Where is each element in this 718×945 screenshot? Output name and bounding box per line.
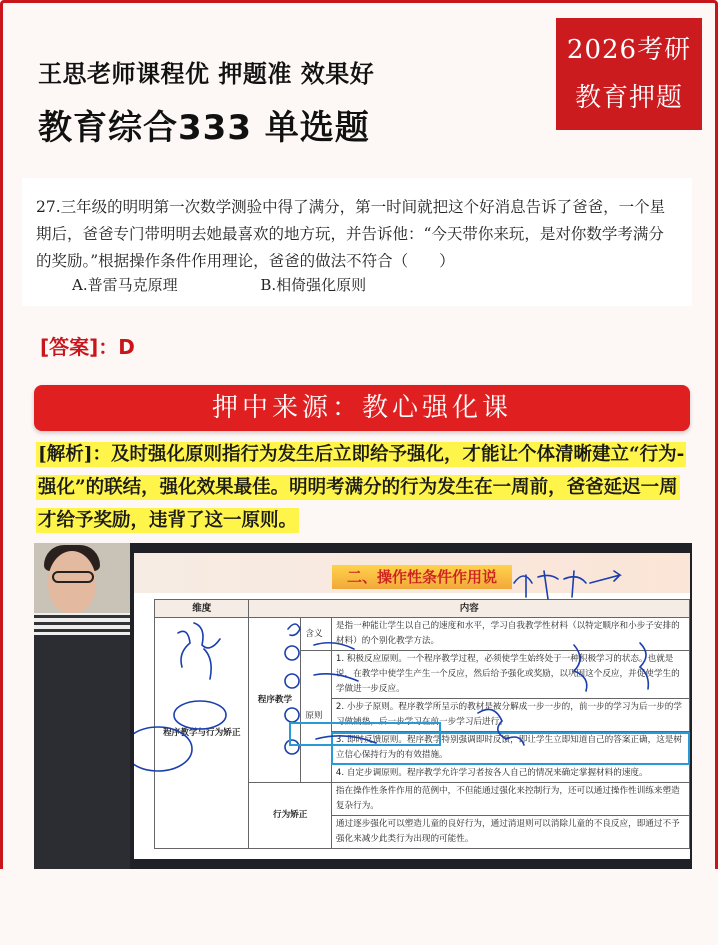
options <box>72 272 444 299</box>
answer-label: [答案]：D <box>40 335 135 359</box>
behavior-text-2: 通过逐步强化可以塑造儿童的良好行为，通过消退则可以消除儿童的不良反应，即通过不予强化来减少此类行为出现的可能性。 <box>331 816 689 849</box>
stamp-line-1: 2026考研 <box>566 35 692 65</box>
stamp-line-2: 教育押题 <box>574 83 683 113</box>
question-card <box>22 178 692 306</box>
option-b: B.相倚强化原则 <box>260 276 367 294</box>
sub-program: 程序教学 <box>249 618 301 783</box>
col-dimension: 维度 <box>155 600 249 618</box>
behavior-text-1: 指在操作性条件作用的范例中，不但能通过强化来控制行为，还可以通过操作性训练来塑造复杂行为。 <box>331 783 689 816</box>
explanation <box>36 438 686 537</box>
principle-4: 4. 自定步调原则。程序教学允许学习者按各人自己的情况来确定掌握材料的速度。 <box>331 765 689 783</box>
row-group: 程序教学与行为矫正 <box>155 618 249 849</box>
bottom-margin <box>0 869 718 945</box>
principle-label: 原则 <box>301 651 332 783</box>
col-content: 内容 <box>249 600 690 618</box>
sub-behavior: 行为矫正 <box>249 783 331 849</box>
explanation-text: [解析]：及时强化原则指行为发生后立即给予强化，才能让个体清晰建立“行为-强化”的联结，强化效果最佳。明明考满分的行为发生在一周前，爸爸延迟一周才给予奖励，违背了这一原则。 <box>38 444 685 531</box>
lecture-slide <box>134 553 690 859</box>
question-text: 27.三年级的明明第一次数学测验中得了满分，第一时间就把这个好消息告诉了爸爸，一个星期后，爸爸专门带明明去她最喜欢的地方玩，并告诉他：“今天带你来玩，是对你数学考满分的奖励。”根据操作条件作用理论，爸爸的做法不符合（ ） <box>36 198 666 270</box>
teacher-webcam <box>34 543 130 635</box>
exam-stamp <box>556 18 702 130</box>
principle-1: 1. 积极反应原则。一个程序教学过程，必须使学生始终处于一种积极学习的状态。也就是说，在教学中使学生产生一个反应，然后给予强化或奖励，以巩固这个反应，并促使学生的学做进一步反应。 <box>331 651 689 699</box>
tagline: 王思老师课程优 押题准 效果好 <box>38 60 375 88</box>
source-banner: 押中来源：教心强化课 <box>34 385 690 431</box>
page-title: 教育综合333 单选题 <box>38 108 370 148</box>
principle-2: 2. 小步子原则。程序教学所呈示的教材是被分解成一步一步的，前一步的学习为后一步的学习做铺垫，后一步学习在前一步学习后进行。 <box>331 699 689 732</box>
theory-table <box>154 599 690 849</box>
principle-3: 3. 即时反馈原则。程序教学特别强调即时反馈，即让学生立即知道自己的答案正确，这是树立信心保持行为的有效措施。 <box>331 732 689 765</box>
meaning-label: 含义 <box>301 618 332 651</box>
lecture-screenshot <box>34 543 692 869</box>
meaning-text: 是指一种能让学生以自己的速度和水平，学习自我教学性材料（以特定顺序和小步子安排的材料）的个别化教学方法。 <box>331 618 689 651</box>
slide-title: 二、操作性条件作用说 <box>332 565 512 589</box>
option-a: A.普雷马克原理 <box>72 276 178 294</box>
